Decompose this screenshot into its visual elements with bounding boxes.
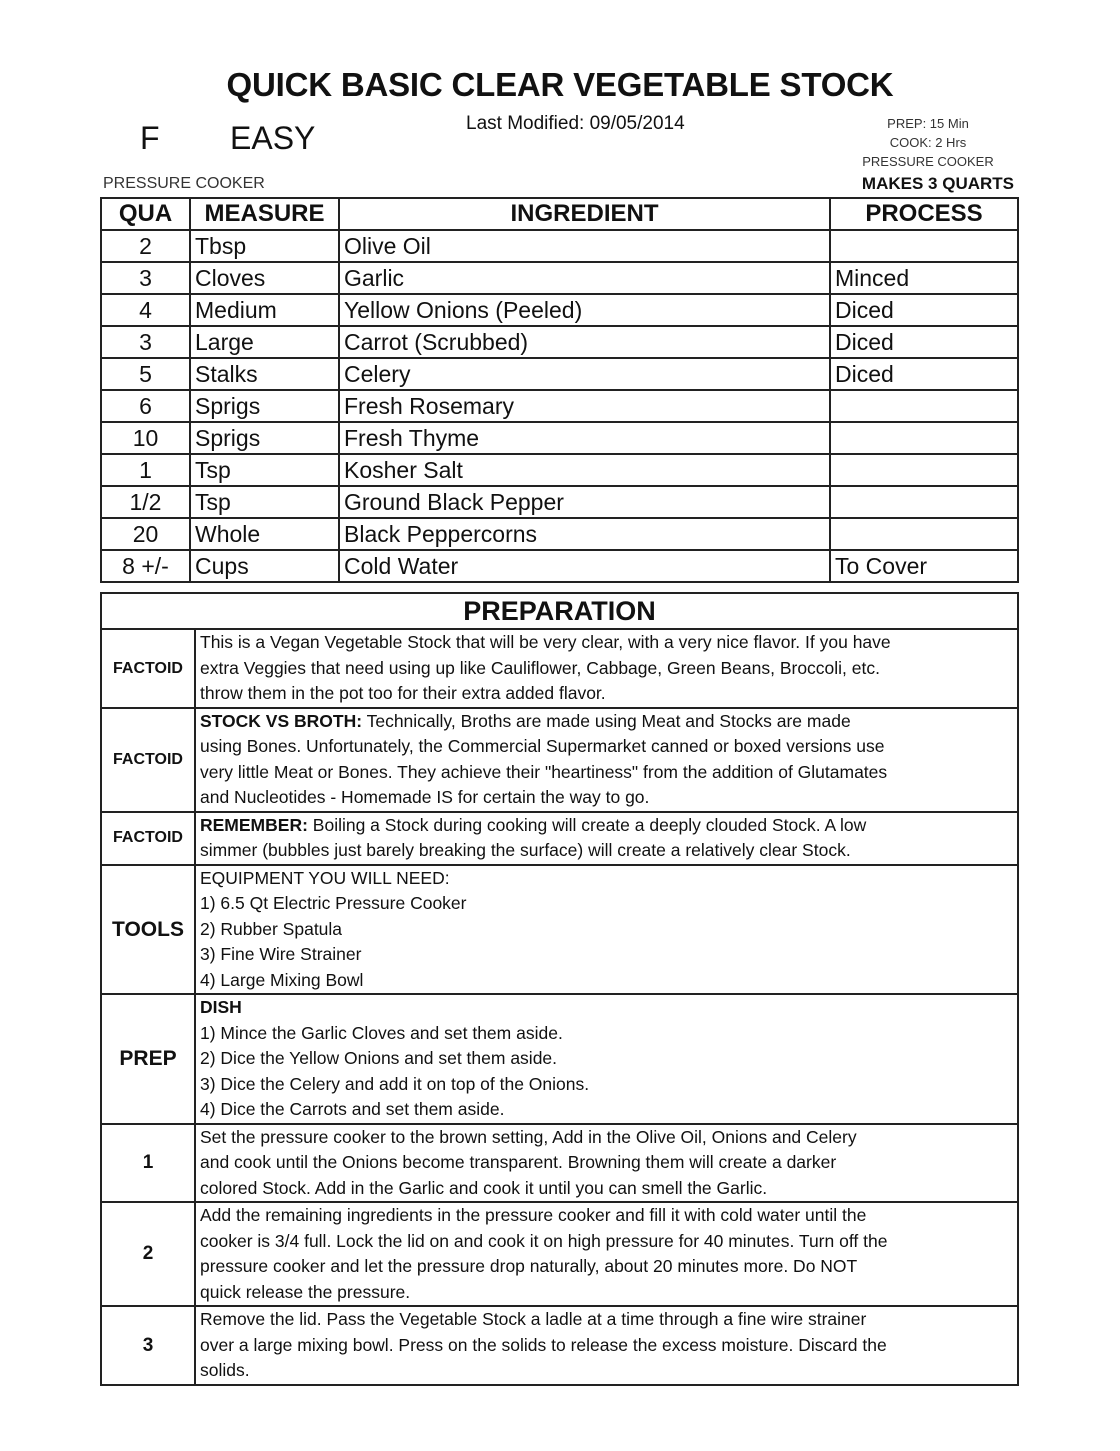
ingredient-row xyxy=(101,358,1018,390)
cook-method: PRESSURE COOKER xyxy=(862,154,994,169)
ingredient-qty: 2 xyxy=(101,230,190,262)
text-line xyxy=(200,709,1013,735)
preparation-text xyxy=(195,1306,1018,1385)
ingredient-process: Diced xyxy=(830,358,1018,390)
text-line: EQUIPMENT YOU WILL NEED: xyxy=(200,867,450,888)
ingredient-process xyxy=(830,230,1018,262)
ingredient-measure: Sprigs xyxy=(190,422,339,454)
ingredient-qty: 1 xyxy=(101,454,190,486)
preparation-text xyxy=(195,1202,1018,1306)
text-line: using Bones. Unfortunately, the Commercial Supermarket canned or boxed versions use xyxy=(200,736,885,756)
ingredient-name: Carrot (Scrubbed) xyxy=(339,326,830,358)
ingredient-name: Kosher Salt xyxy=(339,454,830,486)
text-line: 2) Rubber Spatula xyxy=(200,918,343,939)
ingredient-qty: 3 xyxy=(101,262,190,294)
text-line: Set the pressure cooker to the brown setting, Add in the Olive Oil, Onions and Celery xyxy=(200,1126,857,1147)
preparation-table xyxy=(100,592,1019,1386)
text-lead: DISH xyxy=(200,997,242,1017)
preparation-label: 2 xyxy=(101,1202,195,1306)
preparation-row xyxy=(101,1124,1018,1203)
last-modified: Last Modified: 09/05/2014 xyxy=(466,113,685,134)
preparation-text xyxy=(195,865,1018,995)
text-line: Add the remaining ingredients in the pressure cooker and fill it with cold water until the xyxy=(200,1205,867,1225)
ingredient-row xyxy=(101,550,1018,582)
ingredient-qty: 6 xyxy=(101,390,190,422)
text-line: 2) Dice the Yellow Onions and set them aside. xyxy=(200,1048,558,1068)
ingredient-row xyxy=(101,294,1018,326)
ingredient-name: Yellow Onions (Peeled) xyxy=(339,294,830,326)
ingredient-row xyxy=(101,454,1018,486)
text-line: pressure cooker and let the pressure drop naturally, about 20 minutes more. Do NOT xyxy=(200,1256,858,1276)
preparation-label: PREP xyxy=(101,994,195,1124)
ingredient-name: Cold Water xyxy=(339,550,830,582)
recipe-title: QUICK BASIC CLEAR VEGETABLE STOCK xyxy=(226,66,894,103)
text-line: and Nucleotides - Homemade IS for certain the way to go. xyxy=(200,787,650,807)
preparation-text xyxy=(195,708,1018,812)
text-line: This is a Vegan Vegetable Stock that will be very clear, with a very nice flavor. If you have xyxy=(200,632,891,652)
ingredient-process xyxy=(830,454,1018,486)
ingredient-row xyxy=(101,518,1018,550)
prep-time: PREP: 15 Min xyxy=(887,116,969,131)
ingredient-name: Celery xyxy=(339,358,830,390)
ingredients-table xyxy=(100,197,1019,583)
ingredient-qty: 8 +/- xyxy=(101,550,190,582)
preparation-text xyxy=(195,1124,1018,1203)
preparation-row xyxy=(101,629,1018,708)
preparation-row xyxy=(101,1306,1018,1385)
recipe-yield: MAKES 3 QUARTS xyxy=(861,174,1014,193)
ingredient-qty: 4 xyxy=(101,294,190,326)
ingredient-process: Diced xyxy=(830,326,1018,358)
ingredient-measure: Tsp xyxy=(190,454,339,486)
text-rest: Technically, Broths are made using Meat and Stocks are made xyxy=(362,710,851,731)
ingredient-measure: Large xyxy=(190,326,339,358)
preparation-text xyxy=(195,994,1018,1124)
ingredient-row xyxy=(101,230,1018,262)
ingredient-measure: Tbsp xyxy=(190,230,339,262)
ingredient-name: Olive Oil xyxy=(339,230,830,262)
ingredient-row xyxy=(101,390,1018,422)
ingredient-qty: 5 xyxy=(101,358,190,390)
ingredient-process xyxy=(830,390,1018,422)
difficulty-label: EASY xyxy=(230,120,316,156)
text-line xyxy=(200,813,1013,839)
text-line xyxy=(200,995,1013,1021)
column-header-ingredient: INGREDIENT xyxy=(339,198,830,230)
ingredient-row xyxy=(101,262,1018,294)
preparation-label: FACTOID xyxy=(101,708,195,812)
text-lead: REMEMBER: xyxy=(200,814,308,835)
preparation-label: 1 xyxy=(101,1124,195,1203)
preparation-text xyxy=(195,812,1018,865)
text-line: 4) Dice the Carrots and set them aside. xyxy=(200,1099,505,1119)
preparation-label: FACTOID xyxy=(101,629,195,708)
ingredient-measure: Cups xyxy=(190,550,339,582)
text-line: 1) Mince the Garlic Cloves and set them aside. xyxy=(200,1022,563,1043)
ingredient-qty: 10 xyxy=(101,422,190,454)
preparation-row xyxy=(101,812,1018,865)
column-header-process: PROCESS xyxy=(830,198,1018,230)
text-line: solids. xyxy=(200,1360,250,1380)
ingredient-measure: Medium xyxy=(190,294,339,326)
ingredient-measure: Tsp xyxy=(190,486,339,518)
text-line: over a large mixing bowl. Press on the solids to release the excess moisture. Discard the xyxy=(200,1334,887,1355)
ingredient-name: Fresh Thyme xyxy=(339,422,830,454)
ingredient-process xyxy=(830,518,1018,550)
time-info xyxy=(850,114,1006,171)
text-line: 4) Large Mixing Bowl xyxy=(200,969,364,990)
ingredient-process xyxy=(830,422,1018,454)
ingredient-name: Garlic xyxy=(339,262,830,294)
ingredient-process: Minced xyxy=(830,262,1018,294)
text-line: extra Veggies that need using up like Cauliflower, Cabbage, Green Beans, Broccoli, etc. xyxy=(200,657,880,678)
text-line: very little Meat or Bones. They achieve their "heartiness" from the addition of Glutamates xyxy=(200,761,888,782)
column-header-measure: MEASURE xyxy=(190,198,339,230)
text-line: throw them in the pot too for their extra added flavor. xyxy=(200,683,606,703)
recipe-category: PRESSURE COOKER xyxy=(103,175,265,192)
cook-time: COOK: 2 Hrs xyxy=(889,135,967,150)
text-line: 3) Fine Wire Strainer xyxy=(200,944,362,964)
preparation-row xyxy=(101,994,1018,1124)
text-line: 1) 6.5 Qt Electric Pressure Cooker xyxy=(200,893,467,913)
text-rest: Boiling a Stock during cooking will create a deeply clouded Stock. A low xyxy=(307,814,867,835)
ingredient-measure: Stalks xyxy=(190,358,339,390)
text-lead: STOCK VS BROTH: xyxy=(200,710,363,731)
preparation-row xyxy=(101,865,1018,995)
ingredient-process xyxy=(830,486,1018,518)
ingredient-measure: Cloves xyxy=(190,262,339,294)
preparation-header-row xyxy=(101,593,1018,629)
ingredient-measure: Whole xyxy=(190,518,339,550)
text-line: quick release the pressure. xyxy=(200,1281,411,1302)
ingredient-name: Fresh Rosemary xyxy=(339,390,830,422)
ingredient-qty: 1/2 xyxy=(101,486,190,518)
ingredient-row xyxy=(101,326,1018,358)
preparation-label: FACTOID xyxy=(101,812,195,865)
ingredient-qty: 3 xyxy=(101,326,190,358)
ingredient-name: Ground Black Pepper xyxy=(339,486,830,518)
ingredient-name: Black Peppercorns xyxy=(339,518,830,550)
text-line: Remove the lid. Pass the Vegetable Stock a ladle at a time through a fine wire strainer xyxy=(200,1309,867,1329)
preparation-label: 3 xyxy=(101,1306,195,1385)
grade-label: F xyxy=(140,120,160,156)
preparation-row xyxy=(101,708,1018,812)
text-line: simmer (bubbles just barely breaking the surface) will create a relatively clear Stock. xyxy=(200,840,851,860)
text-line: colored Stock. Add in the Garlic and cook it until you can smell the Garlic. xyxy=(200,1177,768,1198)
ingredient-qty: 20 xyxy=(101,518,190,550)
preparation-row xyxy=(101,1202,1018,1306)
ingredients-header-row xyxy=(101,198,1018,230)
preparation-label: TOOLS xyxy=(101,865,195,995)
text-line: cooker is 3/4 full. Lock the lid on and cook it on high pressure for 40 minutes. Turn off the xyxy=(200,1230,888,1251)
text-line: 3) Dice the Celery and add it on top of the Onions. xyxy=(200,1073,590,1094)
ingredient-row xyxy=(101,422,1018,454)
ingredient-process: Diced xyxy=(830,294,1018,326)
ingredient-measure: Sprigs xyxy=(190,390,339,422)
ingredient-process: To Cover xyxy=(830,550,1018,582)
preparation-heading: PREPARATION xyxy=(101,593,1018,629)
ingredient-row xyxy=(101,486,1018,518)
preparation-text xyxy=(195,629,1018,708)
text-line: and cook until the Onions become transparent. Browning them will create a darker xyxy=(200,1152,837,1172)
column-header-qty: QUA xyxy=(101,198,190,230)
